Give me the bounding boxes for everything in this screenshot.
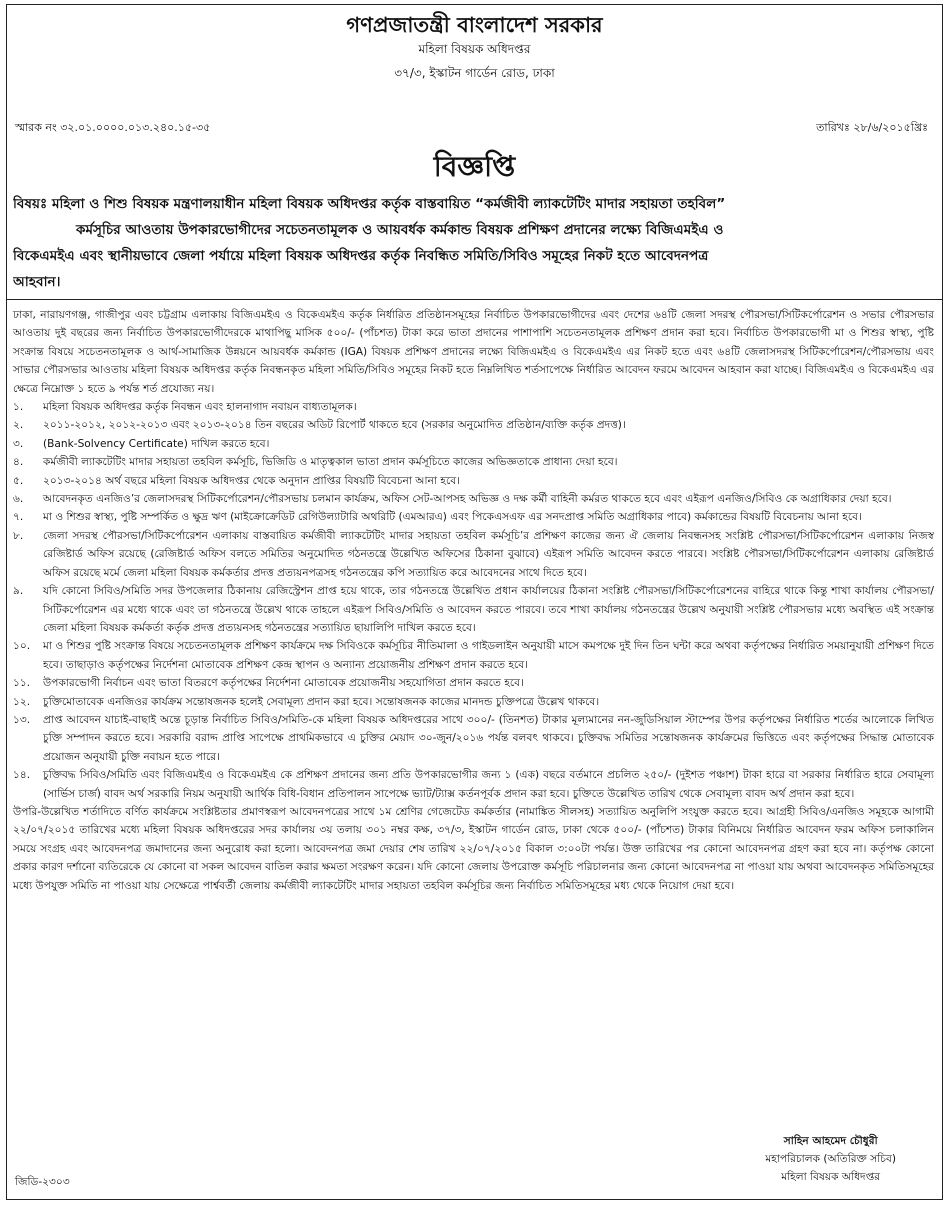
condition-text: চুক্তিবদ্ধ সিবিও/সমিতি এবং বিজিএমইএ ও বিকেএমইএ কে প্রশিক্ষণ প্রদানের জন্য প্রতি উপকারভোগীর জন্য ১ (এক) বছরে বর্তমানে প্রচলিত ২৫০/- (দুইশত পঞ্চাশ) টাকা হারে বা সরকার নির্ধারিত হারে সেবামূল্য (সার্ভিস চার্জ) বাবদ অর্থ সরকারি নিয়ম অনুযায়ী আর্থিক বিধি-বিধান প্রতিপালন সাপেক্ষে ভ্যাট/ট্যাক্স কর্তনপূর্বক প্রদান করা হবে। চুক্তিতে উল্লেখিত তারিখ থেকে সেবামূল্য বাবদ অর্থ প্রদান করা হবে। bbox=[43, 769, 934, 800]
signatory-name: সাহিন আহমেদ চৌধুরী bbox=[783, 1135, 878, 1147]
condition-item bbox=[13, 693, 934, 711]
condition-item bbox=[13, 453, 934, 471]
condition-text: (Bank-Solvency Certificate) দাখিল করতে হবে। bbox=[43, 437, 270, 450]
intro-paragraph: ঢাকা, নারায়ণগঞ্জ, গাজীপুর এবং চট্টগ্রাম এলাকায় বিজিএমইএ ও বিকেএমইএ কর্তৃক নির্ধারিত প্রতিষ্ঠানসমূহের নির্বাচিত উপকারভোগীদের এবং দেশের ৬৪টি জেলা সদরস্থ পৌরসভা/সিটিকর্পোরেশন ও সভার পৌরসভার আওতায় দুই বছরের জন্য নির্বাচিত উপকারভোগীদেরকে মাথাপিছু মাসিক ৫০০/- (পাঁচশত) টাকা করে ভাতা প্রদানের পাশাপাশি সচেতনতামূলক প্রশিক্ষণ প্রদান করা হবে। নির্বাচিত উপকারভোগী মা ও শিশুর স্বাস্থ্য, পুষ্টি সংক্রান্ত বিষয়ে সচেতনতামূলক ও আর্থ-সামাজিক উন্নয়নে আয়বর্ধক কর্মকান্ড (IGA) বিষয়ক প্রশিক্ষণ প্রদানের লক্ষ্যে বিজিএমইএ ও বিকেএমইএ এর নিকট হতে এবং ৬৪টি জেলাসদরস্থ সিটিকর্পোরেশন/পৌরসভায় এবং সাভার পৌরসভার আওতায় মহিলা বিষয়ক অধিদপ্তর কর্তৃক নিবন্ধনকৃত মহিলা সমিতি/সিবিও সমূহের নিকট হতে নিম্নলিখিত শর্তসাপেক্ষে নির্ধারিত আবেদন ফরমে আবেদন আহবান করা যাচ্ছে। বিজিএমইএ ও বিকেএমইএ এর ক্ষেত্রে নিম্নোক্ত ১ হতে ৯ পর্যন্ত শর্ত প্রযোজ্য নয়। bbox=[13, 309, 934, 395]
condition-text: যদি কোনো সিবিও/সমিতি সদর উপজেলার ঠিকানায় রেজিস্ট্রেশন প্রাপ্ত হয়ে থাকে, তার গঠনতন্ত্রে উল্লেখিত প্রধান কার্যালয়ের ঠিকানা সংশ্লিষ্ট পৌরসভা/সিটিকর্পোরেশনের বাহিরে থাকে কিন্তু শাখা কার্যালয় পৌরসভা/সিটিকর্পোরেশন এর মধ্যে থাকে এবং তা গঠনতন্ত্রে উল্লেখ থাকে তাহলে এইরূপ সিবিও/সমিতি ও আবেদন করতে পারবে। তবে শাখা কার্যালয় গঠনতন্ত্রের উল্লেখ অনুযায়ী সংশ্লিষ্ট পৌরসভার মধ্যে অবস্থিত এই সংক্রান্ত জেলা মহিলা বিষয়ক কর্মকর্তা কর্তৃক প্রদত্ত প্রত্যয়নসহ গঠনতন্ত্রের সত্যায়িত ছায়ালিপি দাখিল করতে হবে। bbox=[43, 585, 934, 634]
condition-text: আবেদনকৃত এনজিও’র জেলাসদরস্থ সিটিকর্পোরেশন/পৌরসভায় চলমান কার্যক্রম, অফিস সেট-আপসহ অভিজ্ঞ ও দক্ষ কর্মী বাহিনী কর্মরত থাকতে হবে এবং এইরূপ এনজিও/সিবিও কে অগ্রাধিকার দেয়া হবে। bbox=[43, 493, 892, 506]
condition-text: মহিলা বিষয়ক অধিদপ্তর কর্তৃক নিবন্ধন এবং হালনাগাদ নবায়ন বাধ্যতামূলক। bbox=[43, 401, 357, 414]
department-address: ৩৭/৩, ইস্কাটন গার্ডেন রোড, ঢাকা bbox=[394, 66, 555, 80]
subject-line: কর্মসূচির আওতায় উপকারভোগীদের সচেতনতামূলক ও আয়বর্ধক কর্মকান্ড বিষয়ক প্রশিক্ষণ প্রদানের লক্ষ্যে বিজিএমইএ ও bbox=[76, 222, 724, 238]
notice-page bbox=[6, 4, 943, 1200]
condition-number: ১০. bbox=[13, 640, 31, 653]
condition-number: ৪. bbox=[13, 456, 24, 469]
condition-number: ১৩. bbox=[13, 713, 31, 726]
condition-number: ৫. bbox=[13, 474, 24, 487]
condition-item bbox=[13, 472, 934, 490]
condition-text: প্রাপ্ত আবেদন যাচাই-বাছাই অন্তে চূড়ান্ত নির্বাচিত সিবিও/সমিতি-কে মহিলা বিষয়ক অধিদপ্তরের সাথে ৩০০/- (তিনশত) টাকার মূল্যমানের নন-জুডিসিয়াল স্টাম্পের উপর কর্তৃপক্ষের নির্ধারিত শর্তের আলোকে লিখিত চুক্তি সম্পাদন করতে হবে। সরকারি বরাদ্দ প্রাপ্তি সাপেক্ষে প্রাথমিকভাবে এ চুক্তির মেয়াদ ৩০-জুন/২০১৬ পর্যন্ত বলবৎ থাকবে। চুক্তিবদ্ধ সমিতির সন্তোষজনক কার্যক্রমের ভিত্তিতে এবং কর্তৃপক্ষের সিদ্ধান্ত মোতাবেক প্রয়োজন অনুযায়ী চুক্তি নবায়ন হতে পারে। bbox=[43, 713, 934, 763]
section-divider bbox=[7, 299, 942, 300]
condition-item bbox=[13, 637, 934, 674]
notice-date: তারিখঃ ২৮/৬/২০১৫খ্রিঃ bbox=[816, 121, 928, 134]
condition-number: ২. bbox=[13, 419, 24, 432]
condition-text: কর্মজীবী ল্যাকটেটিং মাদার সহায়তা তহবিল কর্মসূচি, ভিজিডি ও মাতৃত্বকাল ভাতা প্রদান কর্মসূচিতে কাজের অভিজ্ঞতাকে প্রাধান্য দেয়া হবে। bbox=[43, 456, 618, 469]
condition-text: জেলা সদরস্থ পৌরসভা/সিটিকর্পোরেশন এলাকায় বাস্তবায়িত কর্মজীবী ল্যাকটেটিং মাদার সহায়তা তহবিল কর্মসূচি’র প্রশিক্ষণ কাজের জন্য ঐ জেলায় নিবন্ধনসহ সংশ্লিষ্ট পৌরসভা/সিটিকর্পোরেশন এলাকায় নিজস্ব রেজিষ্টার্ড অফিস রয়েছে (রেজিষ্টার্ড অফিস বলতে সমিতির অনুমোদিত গঠনতন্ত্রে উল্লেখিত অফিসের ঠিকানা বুঝাবে) এইরূপ সমিতি আবেদন করতে পারবে। সংশ্লিষ্ট পৌরসভা/সিটিকর্পোরেশন এলাকায় রেজিষ্টার্ড অফিস রয়েছে মর্মে জেলা মহিলা বিষয়ক কর্মকর্তার প্রদত্ত প্রত্যয়নপত্রসহ গঠনতন্ত্রের কপি সত্যায়িত করে আবেদনের সাথে দিতে হবে। bbox=[43, 529, 934, 579]
signature-block bbox=[765, 1132, 896, 1186]
condition-item bbox=[13, 435, 934, 453]
condition-item bbox=[13, 508, 934, 526]
condition-number: ১১. bbox=[13, 677, 31, 690]
subject-line: বিষয়ঃ মহিলা ও শিশু বিষয়ক মন্ত্রণালয়াধীন মহিলা বিষয়ক অধিদপ্তর কর্তৃক বাস্তবায়িত “কর্মজীবী ল্যাকটেটিং মাদার সহায়তা তহবিল” bbox=[13, 196, 726, 212]
condition-text: মা ও শিশুর পুষ্টি সংক্রান্ত বিষয়ে সচেতনতামূলক প্রশিক্ষণ কার্যক্রমে দক্ষ সিবিওকে কর্মসূচির নীতিমালা ও গাইডলাইন অনুযায়ী মাসে কমপক্ষে দুই দিন তিন ঘন্টা করে অথবা কর্তৃপক্ষের নির্ধারিত সময়ানুযায়ী প্রশিক্ষণ দিতে হবে। তাছাড়াও কর্তৃপক্ষের নির্দেশনা মোতাবেক প্রশিক্ষণ কেন্দ্র স্থাপন ও অন্যান্য প্রয়োজনীয় প্রশিক্ষণ প্রদান করতে হবে। bbox=[43, 640, 934, 671]
condition-item bbox=[13, 766, 934, 803]
notice-title: বিজ্ঞপ্তি bbox=[433, 150, 516, 183]
condition-number: ৭. bbox=[13, 511, 24, 524]
condition-item bbox=[13, 490, 934, 508]
signatory-office: মহিলা বিষয়ক অধিদপ্তর bbox=[781, 1171, 881, 1183]
condition-item bbox=[13, 527, 934, 582]
closing-paragraph: উপরি-উল্লেখিত শর্তাদিতে বর্ণিত কার্যক্রমে সংশ্লিষ্টতার প্রমাণস্বরূপ আবেদনপত্রের সাথে ১ম শ্রেণির গেজেটেড কর্মকর্তার (নামাঙ্কিত সীলসহ) সত্যায়িত অনুলিপি সংযুক্ত করতে হবে। আগ্রহী সিবিও/এনজিও সমূহকে আগামী ২২/০৭/২০১৫ তারিখের মধ্যে মহিলা বিষয়ক অধিদপ্তরের সদর কার্যালয় ৩য় তলায় ৩০১ নম্বর কক্ষ, ৩৭/৩, ইস্কাটন গার্ডেন রোড, ঢাকা থেকে ৫০০/- (পাঁচশত) টাকার বিনিময়ে নির্ধারিত আবেদন ফরম অফিস চলাকালিন সময়ে সংগ্রহ এবং আবেদনপত্র জমাদানের জন্য অনুরোধ করা হলো। আবেদনপত্র জমা দেয়ার শেষ তারিখ ২২/০৭/২০১৫ বিকাল ৩:০০টা পর্যন্ত। উক্ত তারিখের পর কোনো আবেদনপত্র গ্রহণ করা হবে না। কর্তৃপক্ষ কোনো প্রকার কারণ দর্শানো ব্যতিরেকে যে কোনো বা সকল আবেদন বাতিল করার ক্ষমতা সংরক্ষণ করেন। যদি কোনো জেলায় উপরোক্ত কর্মসূচি পরিচালনার জন্য কোনো আবেদনপত্র না পাওয়া যায় অথবা আবেদনকৃত সমিতিসমূহের মধ্যে উপযুক্ত সমিতি না পাওয়া যায় সেক্ষেত্রে পার্শ্ববর্তী জেলায় কর্মজীবী ল্যাকটেটিং মাদার সহায়তা তহবিল কর্মসূচির জন্য নির্বাচিত সমিতিসমূহের মধ্য থেকে নিয়োগ দেয়া হবে। bbox=[13, 805, 934, 892]
condition-number: ৯. bbox=[13, 585, 24, 598]
condition-number: ১. bbox=[13, 401, 24, 414]
subject-line: আহবান। bbox=[13, 274, 61, 290]
condition-item bbox=[13, 674, 934, 692]
condition-text: ২০১১-২০১২, ২০১২-২০১৩ এবং ২০১৩-২০১৪ তিন বছরের অডিট রিপোর্ট থাকতে হবে (সরকার অনুমোদিত প্রতিষ্ঠান/ব্যক্তি কর্তৃক প্রদত্ত)। bbox=[43, 419, 626, 432]
government-heading: গণপ্রজাতন্ত্রী বাংলাদেশ সরকার bbox=[346, 13, 603, 37]
footer-code: জিডি-২৩০৩ bbox=[15, 1176, 70, 1188]
condition-text: চুক্তিমোতাবেক এনজিওর কার্যক্রম সন্তোষজনক হলেই সেবামূল্য প্রদান করা হবে। সন্তোষজনক কাজের মানদন্ড চুক্তিপত্রে উল্লেখ থাকবে। bbox=[43, 695, 600, 708]
memo-number: স্মারক নং ৩২.০১.০০০০.০১৩.২৪০.১৫-৩৫ bbox=[15, 121, 211, 134]
condition-item bbox=[13, 711, 934, 766]
subject-line: বিকেএমইএ এবং স্থানীয়ভাবে জেলা পর্যায়ে মহিলা বিষয়ক অধিদপ্তর কর্তৃক নিবন্ধিত সমিতি/সিবিও সমূহের নিকট হতে আবেদনপত্র bbox=[13, 248, 709, 264]
condition-item bbox=[13, 582, 934, 637]
condition-number: ১৪. bbox=[13, 769, 31, 782]
condition-number: ১২. bbox=[13, 695, 31, 708]
condition-text: উপকারভোগী নির্বাচন এবং ভাতা বিতরণে কর্তৃপক্ষের নির্দেশনা মোতাবেক প্রয়োজনীয় সহযোগিতা প্রদান করতে হবে। bbox=[43, 677, 524, 690]
condition-number: ৩. bbox=[13, 437, 24, 450]
condition-number: ৬. bbox=[13, 493, 24, 506]
condition-number: ৮. bbox=[13, 529, 24, 542]
condition-text: মা ও শিশুর স্বাস্থ্য, পুষ্টি সম্পর্কিত ও ক্ষুদ্র ঋণ (মাইক্রোক্রেডিট রেগিউল্যাটারি অথরিটি (এমআরএ) এবং পিকেএসএফ এর সনদপ্রাপ্ত সমিতি অগ্রাধিকার পাবে) কর্মকান্ডের বিষয়টি বিবেচনায় আনা হবে। bbox=[43, 511, 862, 524]
condition-item bbox=[13, 416, 934, 434]
notice-body bbox=[13, 306, 934, 895]
condition-item bbox=[13, 398, 934, 416]
condition-text: ২০১৩-২০১৪ অর্থ বছরে মহিলা বিষয়ক অধিদপ্তর থেকে অনুদান প্রাপ্তির বিষয়টি বিবেচনা আনা হবে। bbox=[43, 474, 460, 487]
department-name: মহিলা বিষয়ক অধিদপ্তর bbox=[418, 42, 531, 56]
conditions-list bbox=[13, 398, 934, 803]
signatory-designation: মহাপরিচালক (অতিরিক্ত সচিব) bbox=[765, 1153, 896, 1165]
subject-block bbox=[13, 191, 934, 295]
